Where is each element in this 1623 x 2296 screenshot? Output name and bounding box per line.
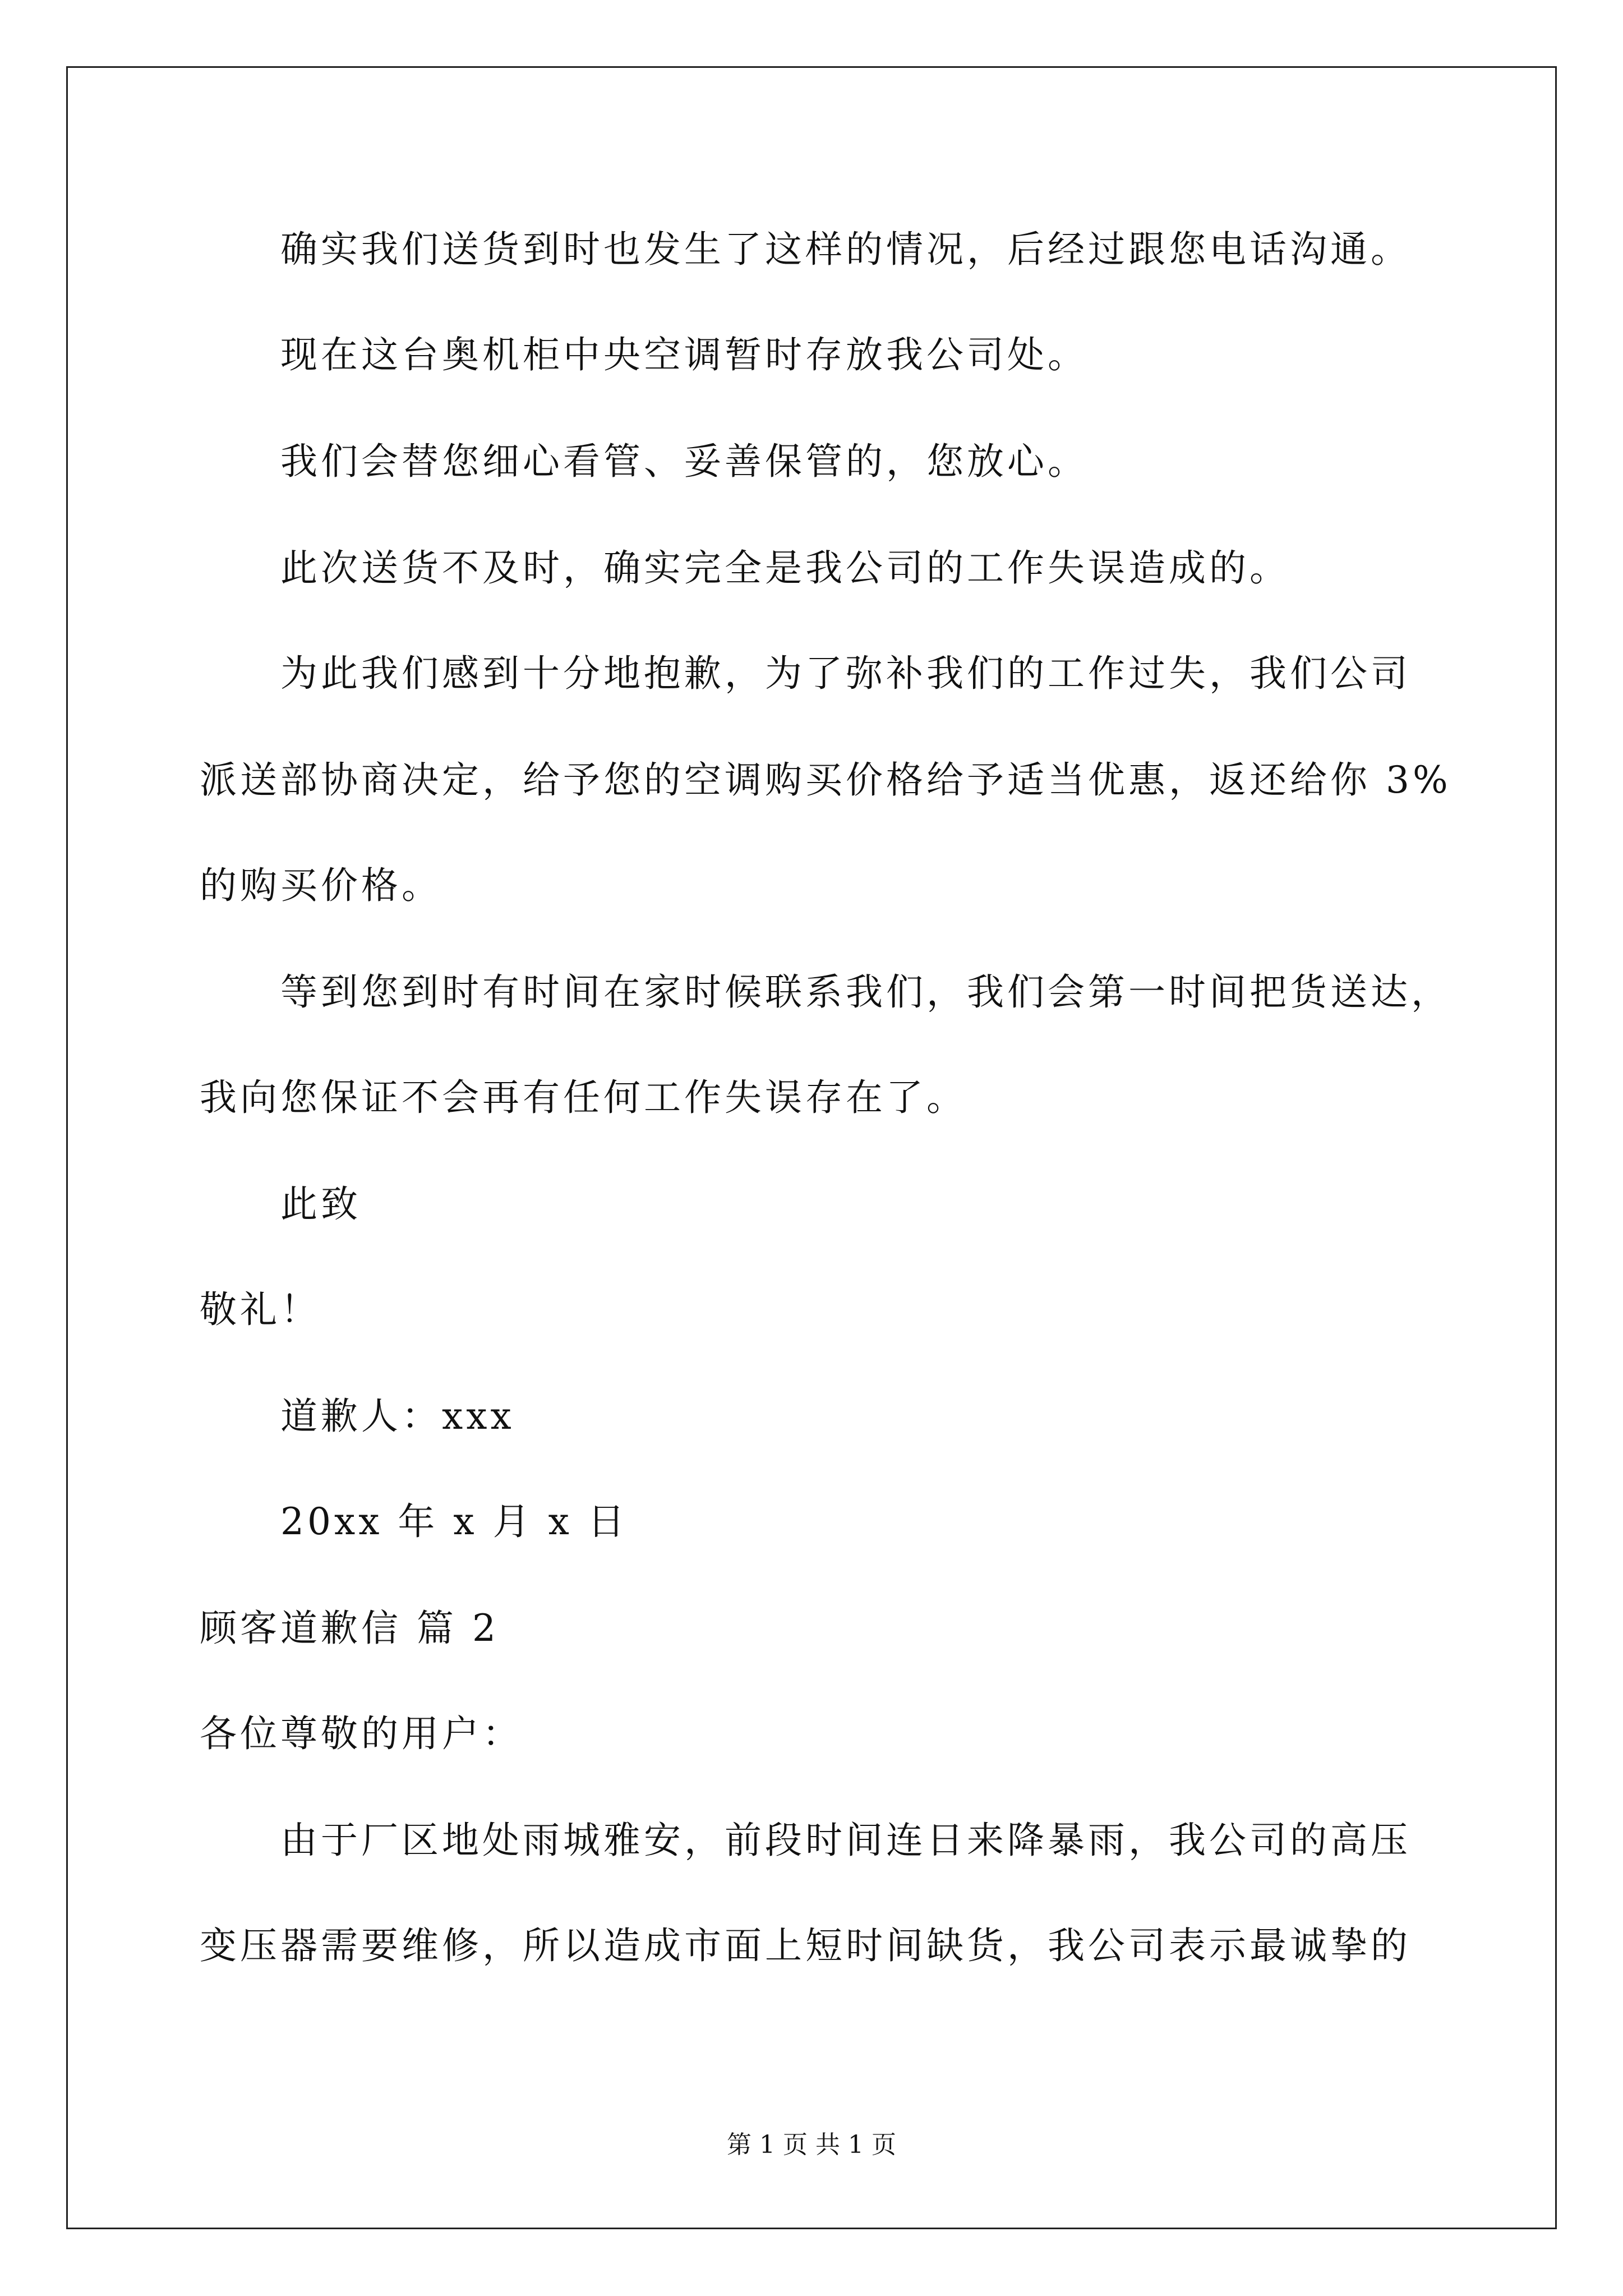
paragraph-line: 此次送货不及时，确实完全是我公司的工作失误造成的。 [280, 546, 1290, 590]
page-footer: 第 1 页 共 1 页 [727, 2131, 896, 2159]
paragraph-line: 我们会替您细心看管、妥善保管的，您放心。 [280, 440, 1088, 483]
paragraph-line: 现在这台奥机柜中央空调暂时存放我公司处。 [280, 333, 1088, 376]
date-line: 20xx 年 x 月 x 日 [280, 1500, 628, 1543]
paragraph-line: 确实我们送货到时也发生了这样的情况，后经过跟您电话沟通。 [280, 228, 1411, 271]
closing-line: 此致 [280, 1182, 361, 1226]
greeting-line: 各位尊敬的用户： [200, 1712, 523, 1755]
paragraph-line: 等到您到时有时间在家时候联系我们，我们会第一时间把货送达， [280, 970, 1451, 1014]
paragraph-line: 变压器需要维修，所以造成市面上短时间缺货，我公司表示最诚挚的 [200, 1924, 1411, 1967]
signature-line: 道歉人：xxx [280, 1395, 515, 1438]
paragraph-line: 为此我们感到十分地抱歉，为了弥补我们的工作过失，我们公司 [280, 652, 1411, 695]
paragraph-line: 派送部协商决定，给予您的空调购买价格给予适当优惠，返还给你 3% [200, 758, 1451, 802]
section-title: 顾客道歉信 篇 2 [200, 1607, 499, 1650]
paragraph-line: 由于厂区地处雨城雅安，前段时间连日来降暴雨，我公司的高压 [280, 1819, 1411, 1862]
page-frame [66, 66, 1557, 2229]
salutation-line: 敬礼！ [200, 1288, 321, 1331]
paragraph-line: 我向您保证不会再有任何工作失误存在了。 [200, 1076, 967, 1119]
paragraph-line: 的购买价格。 [200, 864, 442, 907]
